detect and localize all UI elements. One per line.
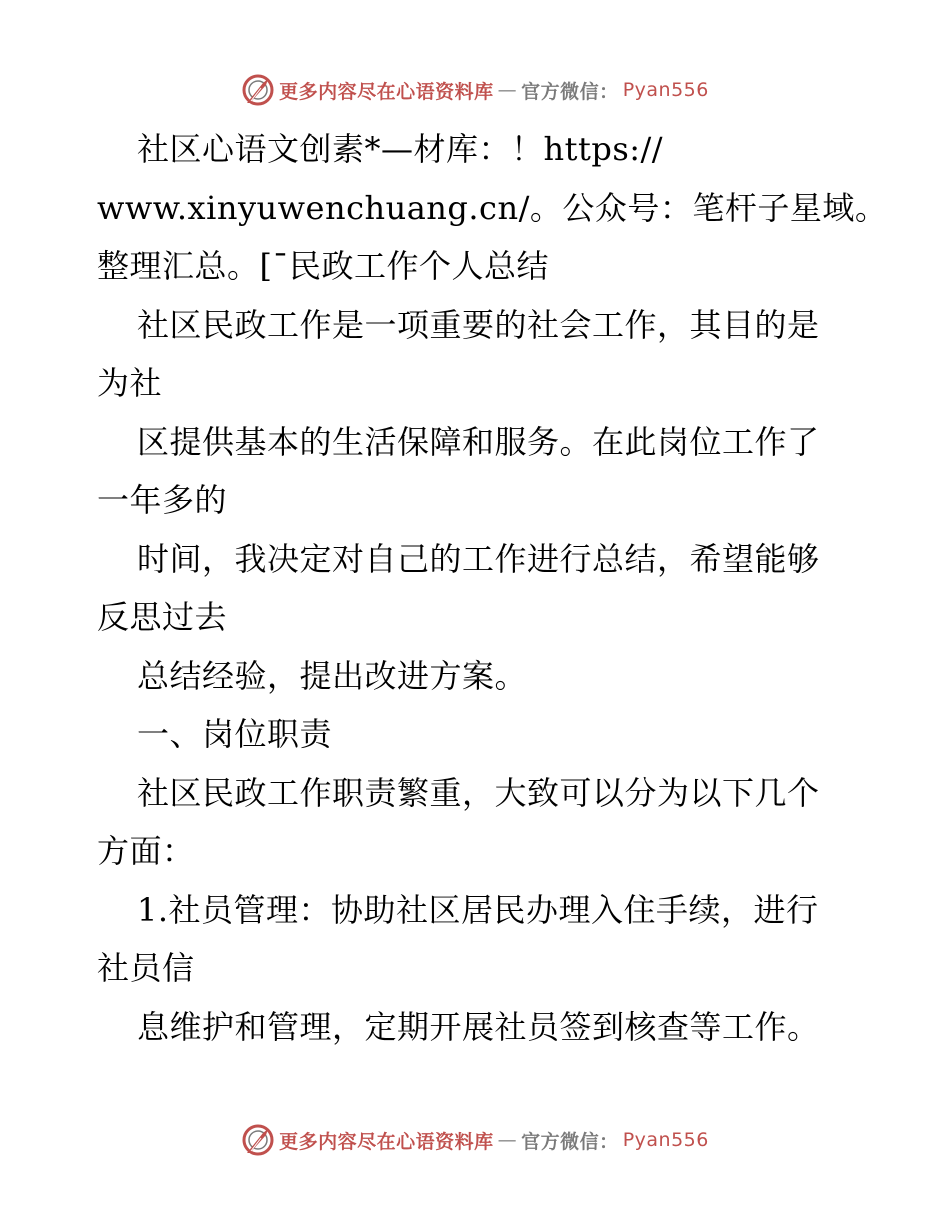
doc-line: 总结经验，提出改进方案。 [137, 656, 528, 695]
quill-pen-icon [241, 1123, 275, 1157]
list-item: 1.社员管理：协助社区居民办理入住手续，进行 [137, 890, 819, 929]
doc-line: 反思过去 [97, 598, 228, 636]
header-banner-inner [241, 73, 709, 107]
banner-sub-text: 官方微信： [521, 1130, 619, 1153]
banner-sub-text: 官方微信： [521, 80, 619, 103]
doc-line: 方面： [97, 832, 195, 870]
doc-line: 社区心语文创素*—材库：！https:// [137, 130, 664, 168]
doc-line: 时间，我决定对自己的工作进行总结，希望能够 [137, 539, 820, 578]
doc-line: 整理汇总。[¯民政工作个人总结 [97, 247, 549, 285]
footer-watermark-banner [0, 1120, 950, 1160]
header-watermark-banner [0, 70, 950, 110]
section-heading: 一、岗位职责 [137, 715, 333, 753]
doc-line: 为社 [97, 364, 163, 402]
document-body [97, 120, 888, 1056]
doc-line: 社区民政工作是一项重要的社会工作，其目的是 [137, 305, 820, 344]
banner-dash: — [497, 79, 518, 101]
doc-line: 社区民政工作职责繁重，大致可以分为以下几个 [137, 773, 820, 812]
doc-line: 息维护和管理，定期开展社员签到核查等工作。 [137, 1007, 820, 1046]
banner-main-text: 更多内容尽在心语资料库 [279, 1130, 494, 1153]
quill-pen-icon [241, 73, 275, 107]
doc-line: 区提供基本的生活保障和服务。在此岗位工作了 [137, 422, 820, 461]
banner-main-text: 更多内容尽在心语资料库 [279, 80, 494, 103]
doc-line: www.xinyuwenchuang.cn/。公众号：笔杆子星域。 [97, 188, 888, 227]
footer-banner-inner [241, 1123, 709, 1157]
doc-line: 社员信 [97, 949, 195, 987]
doc-line: 一年多的 [97, 481, 228, 519]
banner-wechat-id: Pyan556 [622, 79, 709, 101]
banner-dash: — [497, 1129, 518, 1151]
banner-wechat-id: Pyan556 [622, 1129, 709, 1151]
